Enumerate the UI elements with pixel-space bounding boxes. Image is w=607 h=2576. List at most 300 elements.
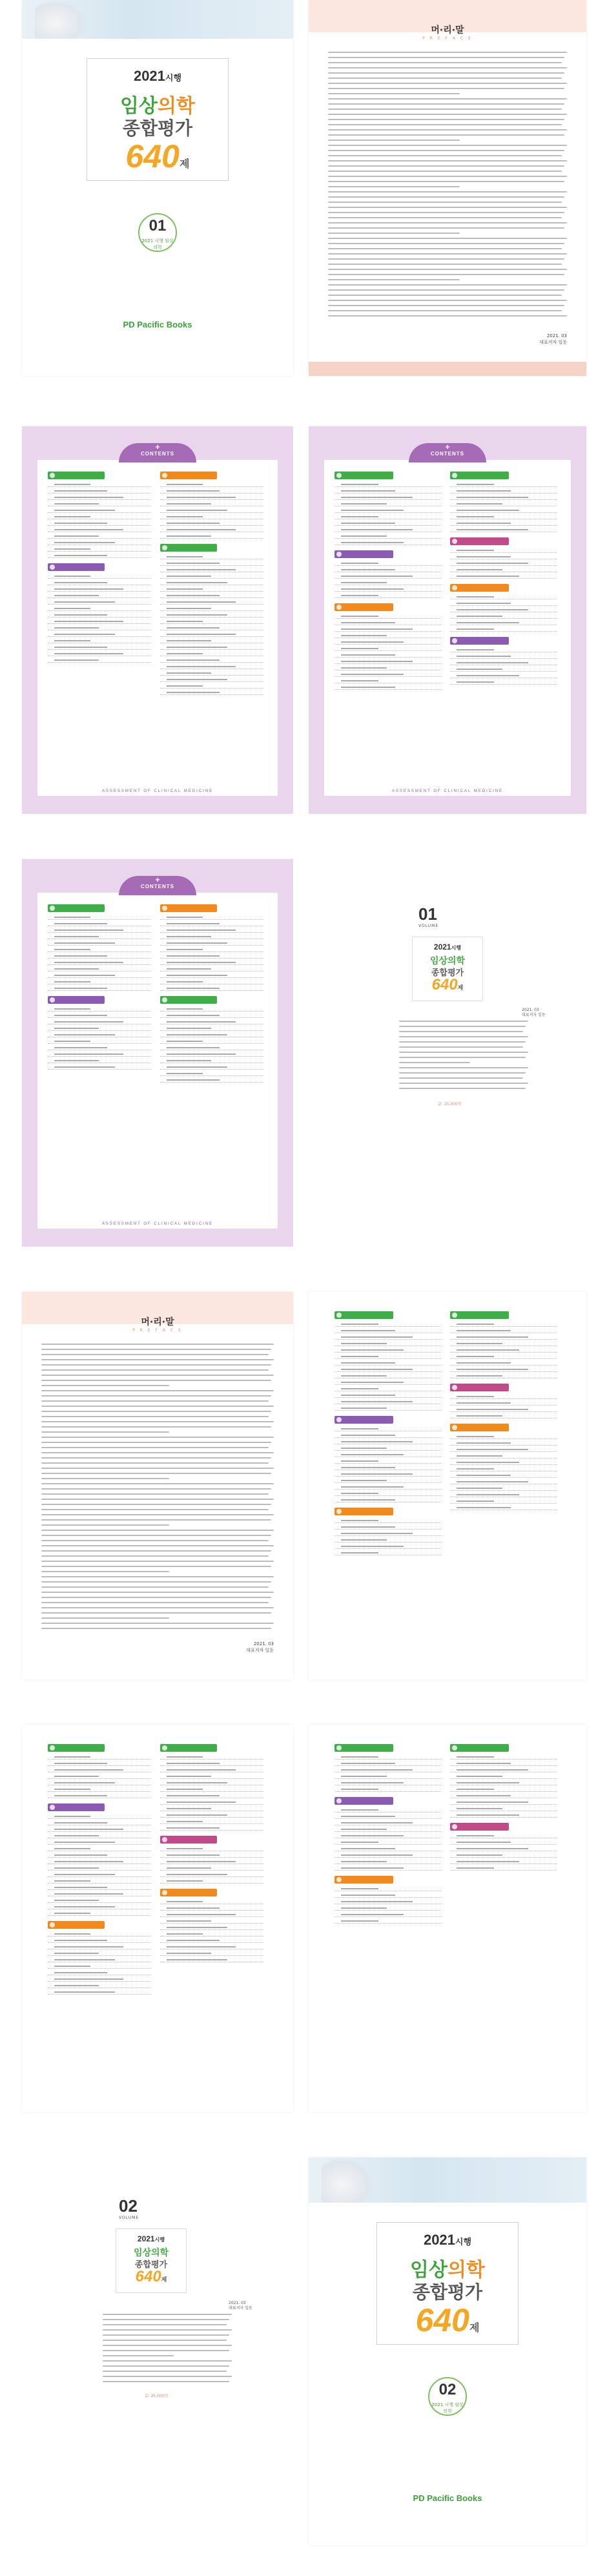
text-line [41,1437,274,1438]
colophon-page-vol2 [22,2157,293,2545]
toc-row-text [341,635,387,636]
cover-count: 640제 [125,138,190,174]
toc-row [160,690,263,695]
toc-row [48,1865,151,1871]
toc-row-text [457,1402,511,1404]
toc-row [334,627,441,632]
section-icon [162,545,167,550]
toc-row-text [54,542,115,543]
toc-row [334,1780,441,1785]
toc-row [160,554,263,559]
toc-row [450,660,557,665]
toc-row [450,1793,557,1798]
toc-row-text [167,556,203,557]
toc-row-text [54,548,90,550]
text-line [328,279,460,280]
toc-row-text [341,1822,413,1823]
toc-row-text [341,1435,395,1436]
text-line [41,1540,269,1541]
toc-row-text [457,622,519,623]
toc-row-text [54,942,115,944]
toc-section-header [450,1311,509,1319]
toc-row [334,1840,441,1845]
toc-section-header [48,996,105,1004]
toc-row-text [341,1842,378,1843]
toc-row-text [457,1369,528,1370]
toc-row [334,580,441,585]
toc-row-text [167,1034,227,1035]
text-line [328,129,567,130]
toc-row [48,928,151,933]
toc-row-text [341,674,404,675]
toc-row-text [54,1972,107,1973]
toc-row-text [457,1776,502,1777]
text-line [103,2334,229,2336]
toc-row-text [457,1814,519,1816]
text-line [328,222,567,223]
toc-row [48,960,151,965]
toc-row-text [167,490,220,492]
toc-row [160,1767,263,1772]
toc-row-text [167,1940,220,1941]
toc-row-text [457,1763,511,1764]
toc-row [160,638,263,643]
toc-row [48,527,151,532]
toc-row-text [167,1028,211,1029]
text-line [41,1571,169,1572]
toc-row [450,1505,557,1510]
toc-row-text [54,653,123,654]
toc-row-text [341,641,404,643]
toc-row-text [167,1946,236,1948]
toc-row [334,646,441,651]
text-line [328,212,564,213]
text-line [328,72,564,74]
text-line [328,134,564,136]
toc-row [48,1872,151,1877]
toc-row-text [167,1021,236,1023]
toc-row [450,627,557,632]
text-line [399,1052,528,1053]
text-line [41,1411,271,1412]
colophon-title-box: 2021시행 임상의학 종합평가 640제 [412,937,483,1001]
toc-row-text [457,497,528,498]
toc-row-text [341,1895,395,1896]
colophon-volume-number: 01 [418,904,437,924]
text-line [41,1545,274,1546]
toc-row-text [341,1546,404,1547]
toc-row-text [167,569,236,570]
toc-row [334,567,441,572]
toc-row-text [341,1369,413,1370]
toc-row-text [341,510,404,511]
toc-row [48,495,151,500]
text-line [328,233,460,234]
toc-row-text [457,1436,494,1437]
toc-row [160,677,263,682]
toc-row [334,1452,441,1457]
toc-row [48,1931,151,1937]
toc-row-text [341,1375,387,1376]
toc-row-text [54,981,90,982]
text-line [399,1088,526,1089]
toc-row [160,934,263,939]
toc-row [48,1859,151,1864]
toc-row-text [167,1066,227,1068]
toc-row [450,680,557,685]
text-line [328,62,562,63]
toc-row [48,1026,151,1031]
toc-row-text [457,1501,494,1502]
text-line [328,78,562,79]
toc-row-text [54,1933,90,1935]
toc-row-text [54,1829,123,1830]
text-line [103,2381,229,2382]
toc-section-header [160,904,217,912]
toc-section-header [48,563,105,571]
toc-row [48,1911,151,1916]
text-line [328,83,567,84]
toc-row [450,514,557,519]
toc-row [48,947,151,952]
text-line [41,1468,274,1469]
toc-row [160,1026,263,1031]
toc-row [160,1793,263,1798]
toc-row-text [341,1473,413,1475]
toc-row-text [457,1808,502,1809]
toc-row [450,1322,557,1327]
text-line [328,98,567,99]
toc-row [48,1761,151,1766]
toc-row [450,1354,557,1359]
toc-section-header [160,1836,217,1844]
toc-row-text [341,582,387,583]
toc-row [160,1077,263,1083]
toc-row [160,567,263,572]
toc-row [450,521,557,526]
toc-row-text [341,1533,413,1534]
toc-row [48,1820,151,1825]
toc-row [48,986,151,991]
colophon-price: 값: 25,000원 [145,2394,169,2398]
toc-row-text [54,535,99,537]
toc-row-text [54,1021,123,1023]
toc-row-text [54,490,107,492]
toc-row-text [341,523,395,524]
toc-row-text [167,595,220,596]
toc-row-text [54,988,107,989]
toc-row [160,1951,263,1956]
section-icon [452,1313,457,1318]
toc-row [48,587,151,592]
toc-row-text [167,1060,211,1061]
toc-row [334,1531,441,1536]
text-line [328,315,567,317]
toc-row [48,612,151,618]
text-line [41,1566,271,1567]
text-line [328,93,460,94]
preface-signature: 2021. 03 대표저자 일동 [539,333,567,345]
toc-row [48,1019,151,1024]
text-line [328,52,567,53]
toc-row-text [457,628,494,630]
preface-title: 머·리·말 [141,1317,174,1327]
toc-section-header [48,904,105,912]
toc-row [160,1825,263,1831]
toc-row [160,599,263,605]
toc-row-text [457,656,511,657]
volume-subtitle: 2021 시행 임상의학 [141,238,174,250]
toc-row [334,665,441,670]
toc-row [450,561,557,566]
contents-tab: + CONTENTS [409,443,486,462]
toc-row-text [457,1842,511,1843]
toc-row [450,647,557,652]
toc-row [334,620,441,625]
toc-row [450,1774,557,1779]
cover-page-vol1 [22,0,293,376]
text-line [41,1612,271,1614]
text-line [41,1359,274,1360]
cover-title-line1: 임상의학 [120,95,195,118]
toc-row [450,1447,557,1452]
toc-row-text [341,1362,395,1364]
text-line [41,1623,274,1624]
toc-row [48,1814,151,1819]
toc-row-text [54,1867,99,1869]
colophon-date: 2021. 03 [229,2301,246,2305]
toc-row-text [341,576,413,577]
plus-icon: + [155,875,160,884]
toc-row-text [341,616,378,617]
toc-row [48,1013,151,1018]
toc-row [48,593,151,598]
toc-row-text [457,1356,494,1357]
text-line [41,1395,271,1397]
toc-row-text [457,1336,528,1338]
toc-row [160,979,263,984]
toc-row [48,921,151,926]
toc-row-text [457,1795,511,1796]
toc-row-text [457,1782,519,1783]
toc-row [334,521,441,526]
toc-row [48,940,151,946]
toc-row-text [457,596,494,597]
text-line [41,1483,274,1484]
section-icon [452,473,457,478]
toc-row-text [54,1900,99,1901]
toc-row [334,1912,441,1917]
toc-row [450,501,557,506]
toc-row-text [457,1854,502,1856]
toc-row-text [54,601,115,603]
text-line [103,2371,227,2372]
toc-row [48,1065,151,1070]
toc-section-header [334,1508,393,1515]
toc-row [160,1853,263,1858]
toc-row [48,1977,151,1982]
toc-row [160,521,263,526]
toc-row [48,1957,151,1962]
toc-row-text [341,1454,404,1455]
toc-row-text [54,962,123,963]
toc-row [450,1787,557,1792]
section-icon [336,605,342,610]
toc-row-text [167,1763,220,1764]
toc-row-text [341,1499,395,1501]
toc-row-text [167,1848,203,1849]
toc-row [160,1800,263,1805]
text-line [328,196,564,198]
toc-row [160,612,263,618]
toc-row [334,1484,441,1490]
toc-row-text [341,542,404,543]
toc-row [160,1918,263,1924]
toc-row-text [167,1920,211,1922]
toc-row [450,1754,557,1760]
toc-row-text [341,1395,395,1396]
toc-row-text [341,1809,378,1811]
toc-row [334,1393,441,1398]
toc-row [160,1065,263,1070]
toc-row [48,934,151,939]
toc-row-text [167,1861,236,1862]
toc-row [48,599,151,605]
text-line [41,1524,169,1526]
cover-title-line2: 종합평가 [122,118,193,139]
text-line [328,114,567,115]
toc-row [160,1925,263,1930]
toc-row-text [54,1966,90,1967]
toc-row-text [54,1946,123,1948]
toc-row [48,580,151,585]
colophon-page-vol1 [309,859,586,1247]
toc-page-6 [309,1725,586,2112]
text-line [399,1077,523,1079]
toc-row [160,574,263,579]
text-line [328,269,567,270]
toc-row-text [54,503,99,504]
toc-row-text [341,648,378,649]
section-icon [452,1425,457,1430]
toc-row [48,508,151,513]
toc-row-text [167,563,220,564]
text-line [41,1555,269,1557]
text-line [328,155,562,156]
toc-row-text [341,1539,387,1541]
toc-row-text [341,1343,387,1344]
text-line [41,1447,269,1448]
text-line [328,295,562,296]
toc-row-text [167,1769,236,1771]
toc-row [334,1433,441,1438]
toc-row [160,580,263,585]
toc-row-text [457,576,519,577]
toc-row-text [167,535,211,537]
colophon-date: 2021. 03 [522,1008,539,1012]
toc-row-text [457,523,511,524]
toc-row [48,915,151,920]
toc-row [450,1859,557,1864]
toc-row [160,593,263,598]
toc-row [48,1878,151,1884]
toc-row-text [167,672,211,674]
toc-row-text [54,1047,107,1048]
toc-row [450,1341,557,1346]
text-line [328,258,564,260]
toc-section-header [48,1921,105,1929]
toc-row-text [341,484,378,485]
toc-section-header [160,996,217,1004]
toc-row-text [167,1827,220,1829]
toc-row-text [341,588,404,590]
preface-signature: 2021. 03 대표저자 일동 [246,1641,274,1653]
toc-row [48,1006,151,1012]
volume-number: 01 [149,217,167,234]
toc-row-text [54,1880,90,1882]
toc-row-text [457,1481,528,1482]
section-icon [162,473,167,478]
toc-row [334,488,441,493]
text-line [399,1046,523,1048]
toc-row-text [167,1874,227,1875]
toc-row [334,1465,441,1470]
toc-row-text [457,1835,494,1836]
text-line [41,1400,269,1402]
text-line [41,1597,271,1598]
toc-row [450,1840,557,1845]
toc-row [48,979,151,984]
toc-row-text [341,1349,404,1351]
toc-row-text [341,1526,395,1528]
toc-row [334,1322,441,1327]
toc-row-text [167,1854,220,1856]
toc-row [334,1544,441,1549]
toc-row [334,1471,441,1477]
section-icon [452,1385,457,1390]
text-line [41,1421,274,1422]
toc-row-text [341,1520,378,1521]
toc-row-text [167,1867,211,1869]
toc-row-text [341,1486,404,1488]
toc-row-text [457,1789,494,1790]
toc-row [48,546,151,552]
text-line [399,1083,528,1084]
toc-row [334,1524,441,1530]
toc-section-header [334,550,393,558]
toc-row-text [167,975,227,976]
toc-row [334,501,441,506]
toc-row [160,664,263,669]
text-line [41,1431,169,1433]
toc-row [160,527,263,532]
toc-row-text [167,1047,220,1048]
toc-row [334,1814,441,1819]
toc-row [48,1793,151,1798]
toc-row-text [167,930,236,931]
toc-row-text [54,917,90,918]
toc-row-text [54,1054,123,1055]
toc-row-text [167,1079,220,1081]
toc-row-text [457,1488,502,1489]
text-line [328,57,564,58]
toc-row-text [167,640,211,641]
text-line [41,1514,274,1515]
toc-row [334,495,441,500]
toc-row-text [457,1330,511,1331]
toc-row [160,1754,263,1760]
toc-row-text [54,1756,90,1758]
